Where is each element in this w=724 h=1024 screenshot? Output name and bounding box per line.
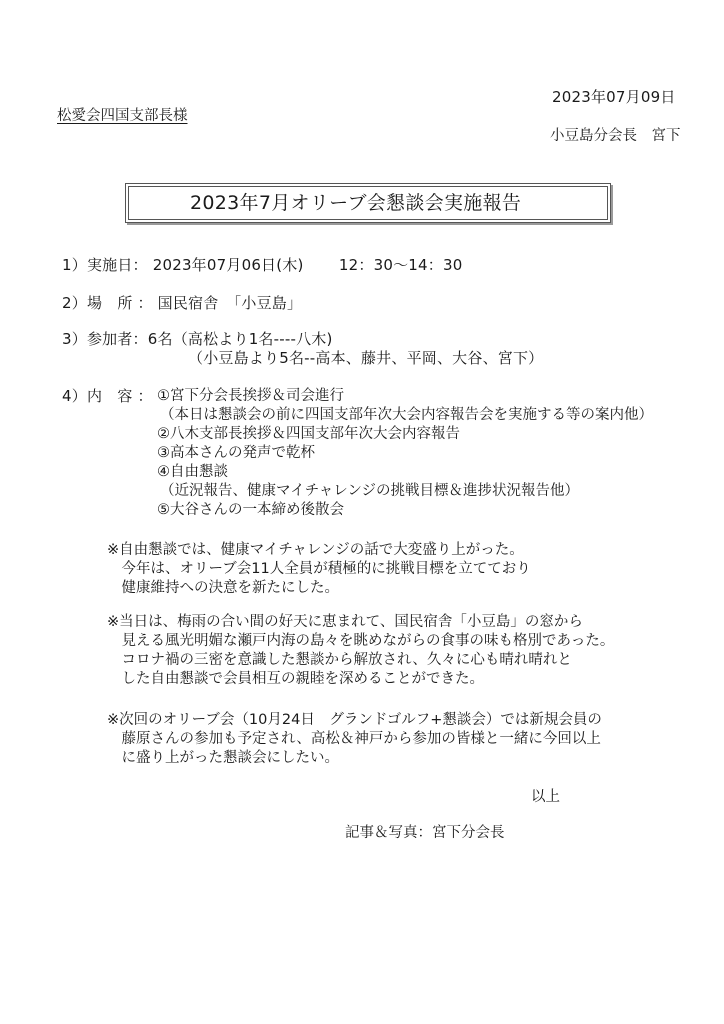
title-box: [125, 183, 611, 223]
note-paragraph: [107, 541, 531, 598]
note-line: 藤原さんの参加も予定され、高松＆神戸から参加の皆様と一緒に今回以上: [107, 731, 601, 747]
report-date: 2023年07月09日: [552, 88, 676, 106]
note-line: 健康維持への決意を新たにした。: [107, 580, 339, 596]
document-title: 2023年7月オリーブ会懇談会実施報告: [190, 192, 522, 214]
content-line: ④自由懇談: [157, 464, 228, 480]
recipient: 松愛会四国支部長様: [57, 108, 188, 124]
content-line: ②八木支部長挨拶＆四国支部年次大会内容報告: [157, 426, 460, 442]
content-line: ⑤大谷さんの一本締め後散会: [157, 502, 344, 518]
content-line: ①宮下分会長挨拶＆司会進行: [157, 388, 344, 404]
note-line: に盛り上がった懇談会にしたい。: [107, 750, 339, 766]
note-line: コロナ禍の三密を意識した懇談から解放され、久々に心も晴れ晴れと: [107, 652, 572, 668]
article-credit: 記事＆写真：宮下分会長: [345, 825, 505, 841]
closing-mark: 以上: [531, 789, 560, 805]
note-line: ※当日は、梅雨の合い間の好天に恵まれて、国民宿舎「小豆島」の窓から: [107, 614, 583, 630]
note-line: ※自由懇談では、健康マイチャレンジの話で大変盛り上がった。: [107, 542, 524, 558]
item-content-label: 4）内 容 ：: [62, 387, 153, 405]
note-line: した自由懇談で会員相互の親睦を深めることができた。: [107, 671, 484, 687]
note-paragraph: [107, 711, 602, 768]
item-date: 1）実施日： 2023年07月06日(木) 12：30～14：30: [62, 256, 463, 274]
item-place: 2）場 所 ： 国民宿舎 「小豆島」: [62, 294, 303, 312]
content-line: （近況報告、健康マイチャレンジの挑戦目標＆進捗状況報告他）: [160, 483, 580, 499]
note-line: ※次回のオリーブ会（10月24日 グランドゴルフ+懇談会）では新規会員の: [107, 712, 602, 728]
sender: 小豆島分会長 宮下: [550, 128, 681, 144]
note-paragraph: [107, 613, 614, 689]
item-participants-detail: （小豆島より5名--高本、藤井、平岡、大谷、宮下）: [188, 349, 544, 367]
note-line: 見える風光明媚な瀬戸内海の島々を眺めながらの食事の味も格別であった。: [107, 633, 615, 649]
content-line: （本日は懇談会の前に四国支部年次大会内容報告会を実施する等の案内他）: [160, 407, 653, 423]
content-line: ③高本さんの発声で乾杯: [157, 445, 315, 461]
item-participants: 3）参加者：6名（高松より1名----八木): [62, 330, 333, 348]
note-line: 今年は、オリーブ会11人全員が積極的に挑戦目標を立てており: [107, 561, 531, 577]
